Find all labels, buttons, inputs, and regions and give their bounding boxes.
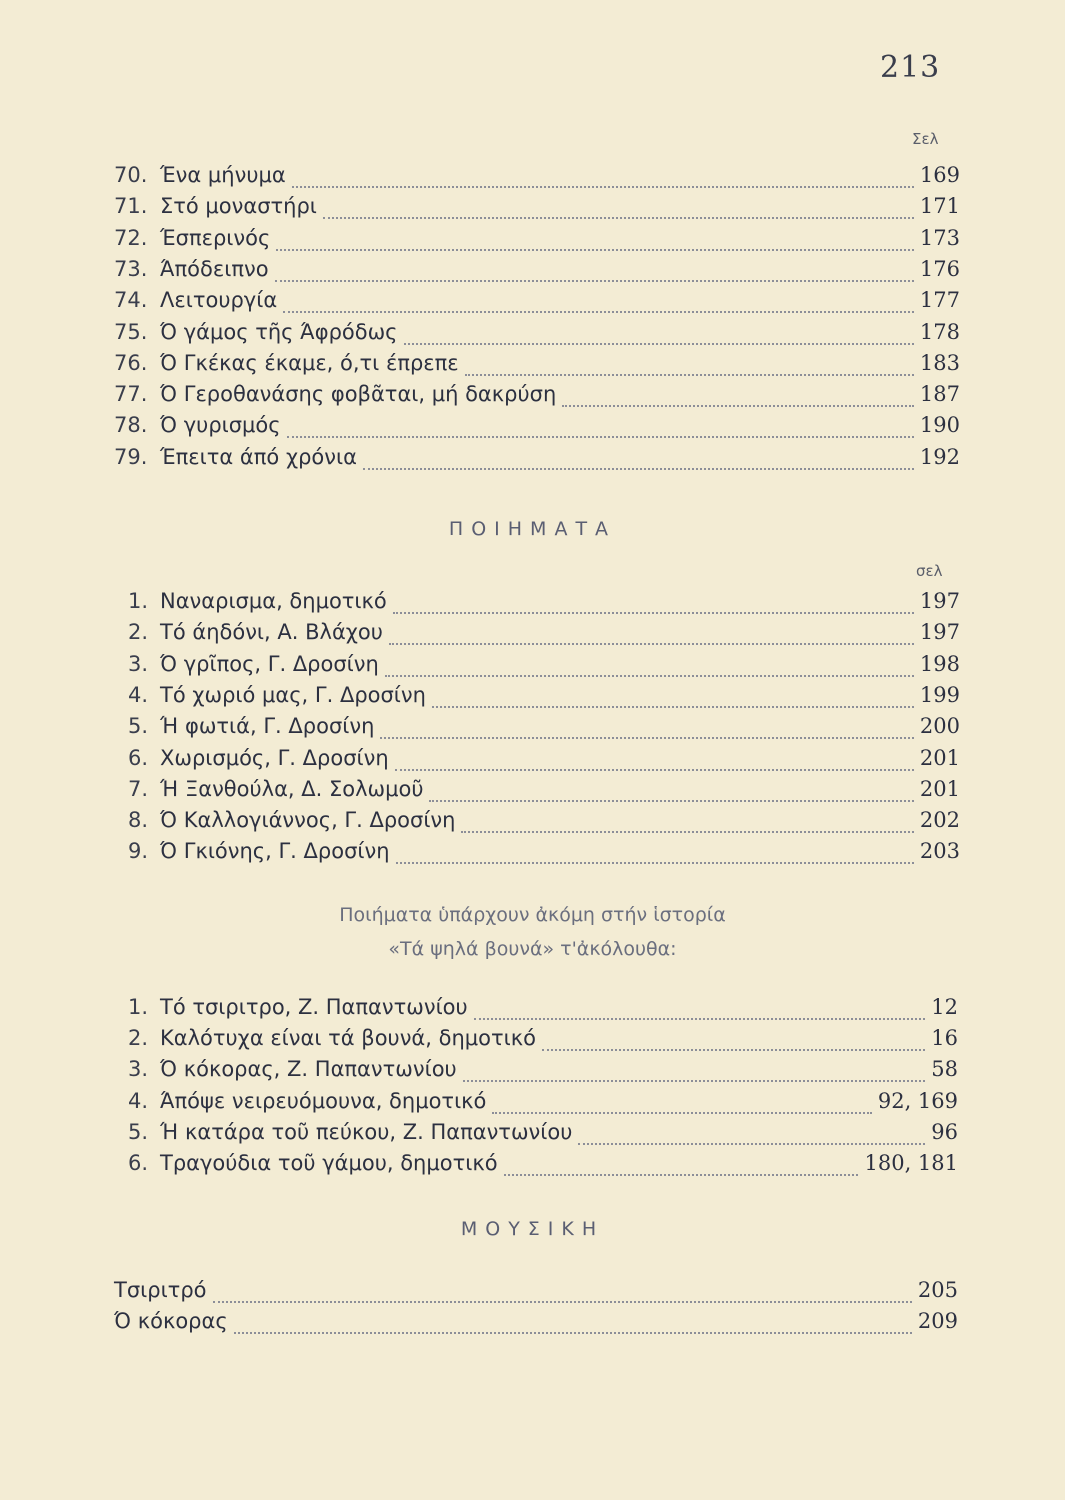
toc-entry-title: Ένα μήνυμα (160, 163, 286, 187)
toc-entry-page: 201 (919, 745, 960, 770)
toc-dot-leader (463, 1064, 926, 1082)
toc-entry-page: 96 (931, 1119, 958, 1144)
toc-dot-leader (429, 784, 913, 802)
toc-dot-leader (380, 721, 914, 739)
toc-entry-title: Ό κόκορας (114, 1309, 228, 1333)
toc-entry-page: 176 (919, 256, 960, 281)
toc-entry (128, 1023, 958, 1053)
toc-entry-page: 12 (931, 995, 958, 1019)
toc-entry (128, 805, 960, 835)
toc-dot-leader (213, 1285, 912, 1303)
toc-entry (114, 160, 960, 190)
toc-dot-leader (276, 233, 914, 251)
toc-dot-leader (393, 596, 914, 614)
toc-entry (114, 285, 960, 315)
toc-entry-page: 205 (917, 1278, 958, 1302)
toc-entry-title: Ναναρισμα, δημοτικό (160, 589, 387, 613)
toc-dot-leader (492, 1096, 871, 1114)
toc-entry (128, 586, 960, 616)
toc-entry-page: 171 (919, 194, 960, 219)
toc-entry-title: Ή φωτιά, Γ. Δροσίνη (160, 714, 375, 739)
toc-dot-leader (389, 627, 914, 645)
toc-entry-page: 202 (919, 808, 960, 833)
toc-entry-number: 9. (128, 839, 149, 864)
poems-page-column-header: σελ (916, 562, 943, 580)
toc-entry-title: Ό γρῖπος, Γ. Δροσίνη (160, 651, 379, 676)
toc-entry-title: Άπόδειπνο (160, 256, 269, 281)
toc-entry-number: 3. (128, 651, 149, 676)
toc-entry (128, 992, 958, 1022)
toc-entry (128, 836, 960, 866)
toc-entry-number: 71. (114, 194, 148, 219)
toc-entry (114, 191, 960, 221)
toc-entry-title: Τό τσιριτρο, Ζ. Παπαντωνίου (160, 995, 468, 1019)
toc-entry-title: Άπόψε νειρευόμουνα, δημοτικό (160, 1088, 487, 1113)
toc-entry-page: 58 (931, 1057, 958, 1082)
toc-entry-page: 177 (919, 288, 960, 313)
toc-dot-leader (395, 753, 914, 771)
toc-entry-number: 4. (128, 682, 149, 707)
toc-entry-title: Ό Καλλογιάννος, Γ. Δροσίνη (160, 808, 456, 833)
toc-entry-number: 4. (128, 1088, 149, 1113)
toc-entry-page: 16 (931, 1026, 958, 1051)
toc-entry (114, 317, 960, 347)
toc-entry-title: Στό μοναστήρι (160, 194, 317, 219)
toc-dot-leader (292, 170, 914, 188)
toc-entry-title: Ό κόκορας, Ζ. Παπαντωνίου (160, 1057, 457, 1082)
toc-entry-title: Ή κατάρα τοῦ πεύκου, Ζ. Παπαντωνίου (160, 1119, 573, 1144)
toc-entry-number: 2. (128, 620, 149, 645)
toc-entry (114, 379, 960, 409)
toc-entry-title: Ό Γκέκας έκαμε, ό,τι έπρεπε (160, 350, 459, 375)
toc-entry-number: 79. (114, 444, 148, 469)
toc-entry-number: 5. (128, 714, 149, 739)
history-note-line1: Ποιήματα ὑπάρχουν ἀκόμη στήν ἱστορία (339, 904, 726, 926)
toc-entry-page: 192 (919, 444, 960, 469)
toc-entry-number: 5. (128, 1119, 149, 1144)
toc-dot-leader (234, 1316, 912, 1334)
toc-entry-page: 209 (917, 1309, 958, 1333)
toc-entry-page: 197 (919, 589, 960, 613)
toc-entry-number: 6. (128, 745, 149, 770)
toc-entry (128, 1054, 958, 1084)
poems-section-heading: ΠΟΙΗΜΑΤΑ (448, 518, 617, 540)
toc-dot-leader (404, 327, 914, 345)
toc-entry (128, 774, 960, 804)
toc-entry-page: 200 (919, 714, 960, 739)
toc-entry-number: 1. (128, 589, 149, 613)
toc-entry-number: 76. (114, 350, 148, 375)
toc-entry-page: 201 (919, 776, 960, 801)
toc-entry-title: Ό Γκιόνης, Γ. Δροσίνη (160, 839, 390, 864)
toc-entry-number: 77. (114, 382, 148, 407)
toc-entry (128, 743, 960, 773)
toc-entry-page: 190 (919, 413, 960, 438)
toc-entry-number: 2. (128, 1026, 149, 1051)
history-note-line2: «Τά ψηλά βουνά» τ'ἀκόλουθα: (388, 938, 677, 960)
toc-entry-title: Ό γάμος τῆς Άφρόδως (160, 319, 398, 344)
toc-entry-title: Ό Γεροθανάσης φοβᾶται, μή δακρύση (160, 382, 557, 407)
toc-entry-number: 8. (128, 808, 149, 833)
toc-dot-leader (283, 295, 914, 313)
toc-dot-leader (542, 1033, 925, 1051)
toc-dot-leader (474, 1002, 926, 1020)
toc-entry (114, 442, 960, 472)
toc-entry-title: Καλότυχα είναι τά βουνά, δημοτικό (160, 1026, 536, 1051)
toc-entry-title: Ό γυρισμός (160, 413, 281, 438)
toc-dot-leader (432, 690, 914, 708)
toc-entry-title: Χωρισμός, Γ. Δροσίνη (160, 745, 389, 770)
toc-entry (114, 1275, 958, 1305)
toc-dot-leader (275, 264, 914, 282)
toc-entry (114, 254, 960, 284)
toc-entry-page: 203 (919, 839, 960, 864)
toc-dot-leader (504, 1158, 859, 1176)
toc-entry-page: 183 (919, 350, 960, 375)
music-section-heading: ΜΟΥΣΙΚΗ (460, 1218, 605, 1240)
toc-dot-leader (363, 452, 914, 470)
toc-entry-page: 180, 181 (864, 1151, 958, 1175)
toc-entry-page: 199 (919, 682, 960, 707)
toc-entry-title: Τό χωριό μας, Γ. Δροσίνη (160, 682, 426, 707)
toc-entry-page: 178 (919, 319, 960, 344)
toc-entry-number: 70. (114, 163, 148, 187)
toc-dot-leader (578, 1127, 925, 1145)
toc-entry-title: Ή Ξανθούλα, Δ. Σολωμοῦ (160, 776, 424, 801)
toc-entry (128, 1117, 958, 1147)
toc-entry (128, 1148, 958, 1178)
toc-entry-number: 74. (114, 288, 148, 313)
toc-entry-title: Τσιριτρό (114, 1278, 207, 1302)
toc-entry-number: 7. (128, 776, 149, 801)
toc-entry (114, 348, 960, 378)
toc-dot-leader (562, 389, 914, 407)
toc-entry-page: 187 (919, 382, 960, 407)
toc-entry (128, 680, 960, 710)
toc-dot-leader (385, 659, 914, 677)
toc-entry (128, 1086, 958, 1116)
toc-entry (128, 649, 960, 679)
toc-entry (114, 223, 960, 253)
toc-dot-leader (323, 201, 914, 219)
toc-entry-page: 173 (919, 225, 960, 250)
toc-entry-page: 198 (919, 651, 960, 676)
toc-entry-number: 3. (128, 1057, 149, 1082)
toc-entry-number: 72. (114, 225, 148, 250)
toc-entry-number: 75. (114, 319, 148, 344)
toc-entry-title: Λειτουργία (160, 288, 278, 313)
toc-entry (128, 617, 960, 647)
toc-entry (114, 410, 960, 440)
toc-entry-number: 6. (128, 1151, 149, 1175)
toc-entry-page: 197 (919, 620, 960, 645)
toc-entry (114, 1306, 958, 1336)
toc-entry-number: 1. (128, 995, 149, 1019)
toc-entry-title: Τραγούδια τοῦ γάμου, δημοτικό (160, 1151, 498, 1175)
toc-entry-title: Έσπερινός (160, 225, 271, 250)
toc-dot-leader (287, 420, 914, 438)
toc-entry-number: 73. (114, 256, 148, 281)
toc-dot-leader (396, 846, 914, 864)
toc-dot-leader (461, 815, 913, 833)
toc-entry-page: 169 (919, 163, 960, 187)
page-column-header: Σελ (912, 130, 939, 148)
toc-dot-leader (465, 358, 914, 376)
toc-entry-number: 78. (114, 413, 148, 438)
toc-entry (128, 711, 960, 741)
page-number: 213 (880, 50, 941, 85)
toc-entry-page: 92, 169 (877, 1088, 958, 1113)
toc-entry-title: Τό άηδόνι, Α. Βλάχου (160, 620, 383, 645)
toc-entry-title: Έπειτα άπό χρόνια (160, 444, 357, 469)
